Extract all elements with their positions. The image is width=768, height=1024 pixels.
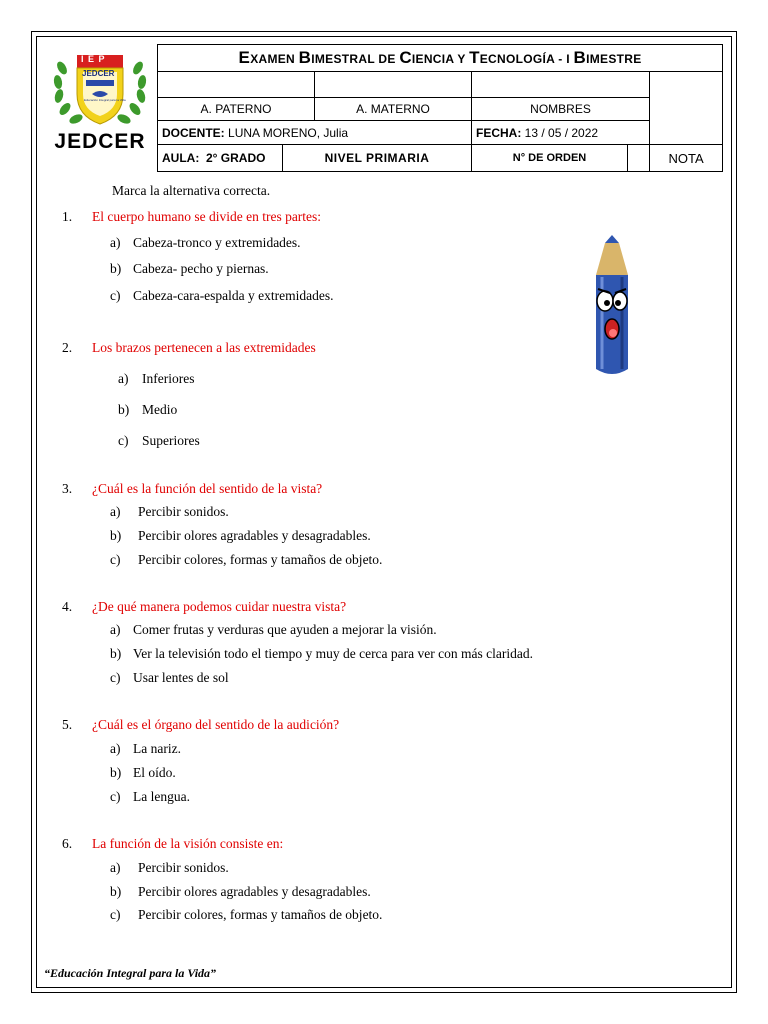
option-letter[interactable]: c) <box>110 288 121 303</box>
option-text[interactable]: La nariz. <box>133 741 181 756</box>
option-letter[interactable]: b) <box>110 646 122 661</box>
option-letter[interactable]: a) <box>118 371 129 386</box>
footer-motto: “Educación Integral para la Vida” <box>44 966 217 980</box>
fecha-value: 13 / 05 / 2022 <box>524 125 599 140</box>
question-number: 2. <box>62 340 73 355</box>
option-text[interactable]: Superiores <box>142 433 200 448</box>
option-text[interactable]: El oído. <box>133 765 176 780</box>
option-text[interactable]: Usar lentes de sol <box>133 670 229 685</box>
question-text: Los brazos pertenecen a las extremidades <box>92 340 316 355</box>
question-number: 3. <box>62 481 73 496</box>
option-letter[interactable]: a) <box>110 741 121 756</box>
blank-cell <box>650 72 723 121</box>
exam-title: EXAMEN BIMESTRAL DE CIENCIA Y TECNOLOGÍA - I BIMESTRE <box>158 45 723 72</box>
logo-top-text: I E P <box>81 54 106 64</box>
materno-label: A. MATERNO <box>315 98 472 121</box>
option-text[interactable]: Inferiores <box>142 371 195 386</box>
option-text[interactable]: Cabeza-cara-espalda y extremidades. <box>133 288 334 303</box>
logo-motto-text: Educación Integral para la Vida <box>84 98 126 102</box>
paterno-label: A. PATERNO <box>158 98 315 121</box>
option-letter[interactable]: a) <box>110 235 121 250</box>
docente-cell <box>158 121 472 145</box>
option-letter[interactable]: c) <box>110 552 121 567</box>
instructions: Marca la alternativa correcta. <box>112 183 271 198</box>
option-text[interactable]: Comer frutas y verduras que ayuden a mejorar la visión. <box>133 622 437 637</box>
option-text[interactable]: Percibir olores agradables y desagradables. <box>138 528 371 543</box>
option-letter[interactable]: b) <box>118 402 130 417</box>
option-text[interactable]: Medio <box>142 402 178 417</box>
logo-badge-text: JEDCER <box>82 69 115 78</box>
paterno-field[interactable] <box>158 72 315 98</box>
fecha-label: FECHA: <box>476 125 522 140</box>
pencil-mascot-icon <box>582 233 642 379</box>
option-text[interactable]: Ver la televisión todo el tiempo y muy de cerca para ver con más claridad. <box>133 646 533 661</box>
materno-field[interactable] <box>315 72 472 98</box>
option-letter[interactable]: c) <box>110 670 121 685</box>
orden-field[interactable] <box>628 145 650 172</box>
question-number: 5. <box>62 717 73 732</box>
option-text[interactable]: Cabeza-tronco y extremidades. <box>133 235 301 250</box>
question-text: La función de la visión consiste en: <box>92 836 284 851</box>
option-letter[interactable]: c) <box>110 789 121 804</box>
question-text: El cuerpo humano se divide en tres partes: <box>92 209 322 224</box>
option-text[interactable]: Percibir olores agradables y desagradables. <box>138 884 371 899</box>
option-text[interactable]: La lengua. <box>133 789 190 804</box>
question-number: 4. <box>62 599 73 614</box>
fecha-cell <box>472 121 650 145</box>
school-logo <box>44 44 156 173</box>
option-text[interactable]: Percibir colores, formas y tamaños de objeto. <box>138 552 383 567</box>
option-text[interactable]: Cabeza- pecho y piernas. <box>133 261 269 276</box>
question-number: 1. <box>62 209 73 224</box>
docente-value: LUNA MORENO, Julia <box>228 125 349 140</box>
option-text[interactable]: Percibir sonidos. <box>138 504 229 519</box>
option-letter[interactable]: a) <box>110 622 121 637</box>
aula-value: 2° GRADO <box>206 151 266 165</box>
aula-label: AULA: <box>162 151 200 165</box>
option-letter[interactable]: b) <box>110 884 122 899</box>
docente-label: DOCENTE: <box>162 125 225 140</box>
option-letter[interactable]: b) <box>110 261 122 276</box>
school-name: JEDCER <box>54 130 146 153</box>
option-letter[interactable]: b) <box>110 528 122 543</box>
question-number: 6. <box>62 836 73 851</box>
option-text[interactable]: Percibir colores, formas y tamaños de objeto. <box>138 907 383 922</box>
option-letter[interactable]: a) <box>110 504 121 519</box>
nombres-label: NOMBRES <box>472 98 650 121</box>
option-text[interactable]: Percibir sonidos. <box>138 860 229 875</box>
question-text: ¿Cuál es la función del sentido de la vista? <box>92 481 323 496</box>
nota-label: NOTA <box>650 145 723 172</box>
option-letter[interactable]: a) <box>110 860 121 875</box>
header-table <box>157 44 723 172</box>
blank-cell-2 <box>650 121 723 145</box>
option-letter[interactable]: c) <box>118 433 129 448</box>
option-letter[interactable]: c) <box>110 907 121 922</box>
nombres-field[interactable] <box>472 72 650 98</box>
question-text: ¿Cuál es el órgano del sentido de la audición? <box>92 717 340 732</box>
question-text: ¿De qué manera podemos cuidar nuestra vista? <box>92 599 347 614</box>
orden-label: N° DE ORDEN <box>472 145 628 172</box>
aula-cell <box>158 145 283 172</box>
option-letter[interactable]: b) <box>110 765 122 780</box>
nivel-label: NIVEL PRIMARIA <box>283 145 472 172</box>
